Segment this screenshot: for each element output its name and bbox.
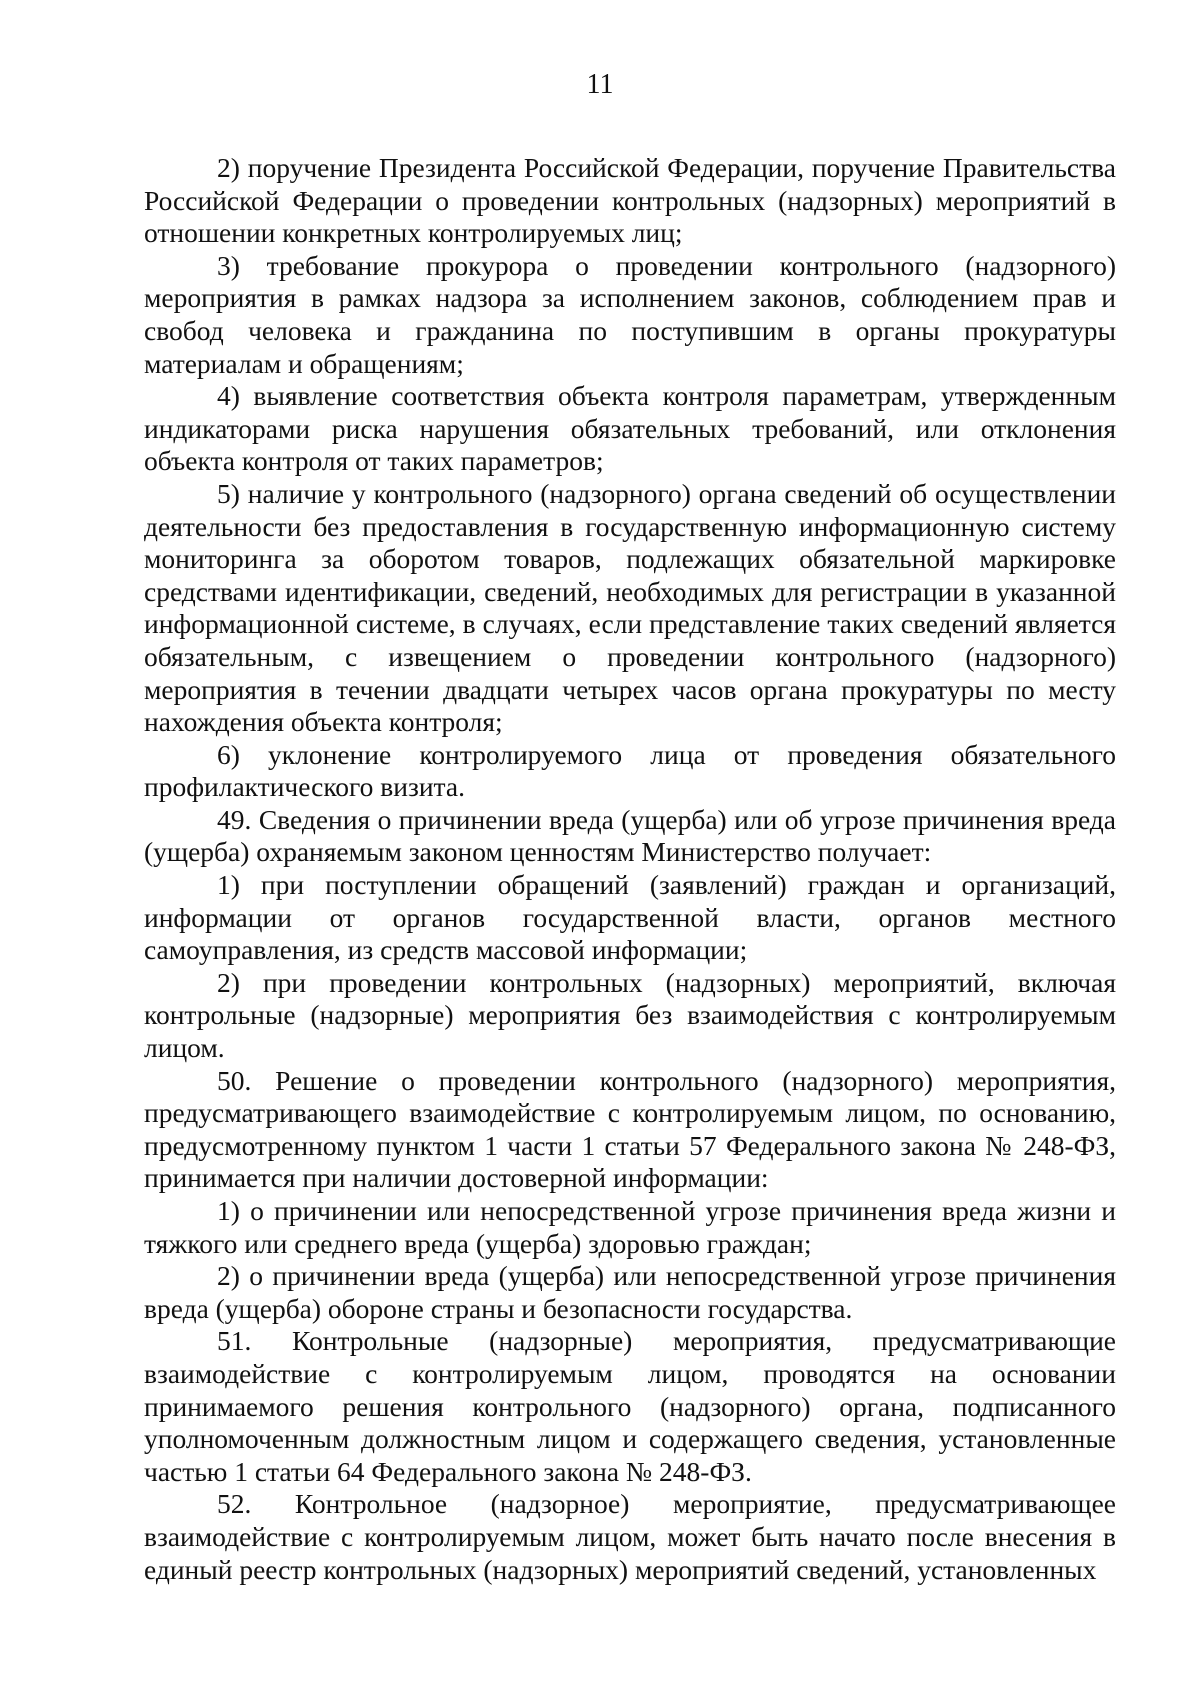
clause-50-item-1: 1) о причинении или непосредственной угрозе причинения вреда жизни и тяжкого или среднего вреда (ущерба) здоровью граждан; bbox=[144, 1195, 1116, 1259]
list-item-4: 4) выявление соответствия объекта контроля параметрам, утвержденным индикаторами риска нарушения обязательных требований, или отклонения объекта контроля от таких параметров; bbox=[144, 380, 1116, 477]
clause-49-item-2: 2) при проведении контрольных (надзорных) мероприятий, включая контрольные (надзорные) мероприятия без взаимодействия с контролируемым лицом. bbox=[144, 966, 1116, 1064]
document-body bbox=[144, 152, 1116, 1586]
list-item-2: 2) поручение Президента Российской Федерации, поручение Правительства Российской Федерации о проведении контрольных (надзорных) мероприятий в отношении конкретных контролируемых лиц; bbox=[144, 152, 1116, 249]
clause-52: 52. Контрольное (надзорное) мероприятие, предусматривающее взаимодействие с контролируемым лицом, может быть начато после внесения в единый реестр контрольных (надзорных) мероприятий сведений, установленных bbox=[144, 1488, 1116, 1585]
clause-49: 49. Сведения о причинении вреда (ущерба) или об угрозе причинения вреда (ущерба) охраняемым законом ценностям Министерство получает: bbox=[144, 803, 1116, 868]
clause-50: 50. Решение о проведении контрольного (надзорного) мероприятия, предусматривающего взаимодействие с контролируемым лицом, по основанию, предусмотренному пунктом 1 части 1 статьи 57 Федерального закона № 248-ФЗ, принимается при наличии достоверной информации: bbox=[144, 1064, 1116, 1194]
clause-50-item-2: 2) о причинении вреда (ущерба) или непосредственной угрозе причинения вреда (ущерба) обороне страны и безопасности государства. bbox=[144, 1260, 1116, 1324]
list-item-3: 3) требование прокурора о проведении контрольного (надзорного) мероприятия в рамках надзора за исполнением законов, соблюдением прав и свобод человека и гражданина по поступившим в органы прокуратуры материалам и обращениям; bbox=[144, 249, 1116, 379]
clause-51: 51. Контрольные (надзорные) мероприятия, предусматривающие взаимодействие с контролируемым лицом, проводятся на основании принимаемого решения контрольного (надзорного) органа, подписанного уполномоченным должностным лицом и содержащего сведения, установленные частью 1 статьи 64 Федерального закона № 248-ФЗ. bbox=[144, 1325, 1116, 1487]
clause-49-item-1: 1) при поступлении обращений (заявлений) граждан и организаций, информации от органов государственной власти, органов местного самоуправления, из средств массовой информации; bbox=[144, 869, 1116, 966]
list-item-6: 6) уклонение контролируемого лица от проведения обязательного профилактического визита. bbox=[144, 738, 1116, 803]
page-number: 11 bbox=[586, 69, 614, 100]
list-item-5: 5) наличие у контрольного (надзорного) органа сведений об осуществлении деятельности без предоставления в государственную информационную систему мониторинга за оборотом товаров, подлежащих обязательной маркировке средствами идентификации, сведений, необходимых для регистрации в указанной информационной системе, в случаях, если представление таких сведений является обязательным, с извещением о проведении контрольного (надзорного) мероприятия в течении двадцати четырех часов органа прокуратуры по месту нахождения объекта контроля; bbox=[144, 477, 1116, 738]
